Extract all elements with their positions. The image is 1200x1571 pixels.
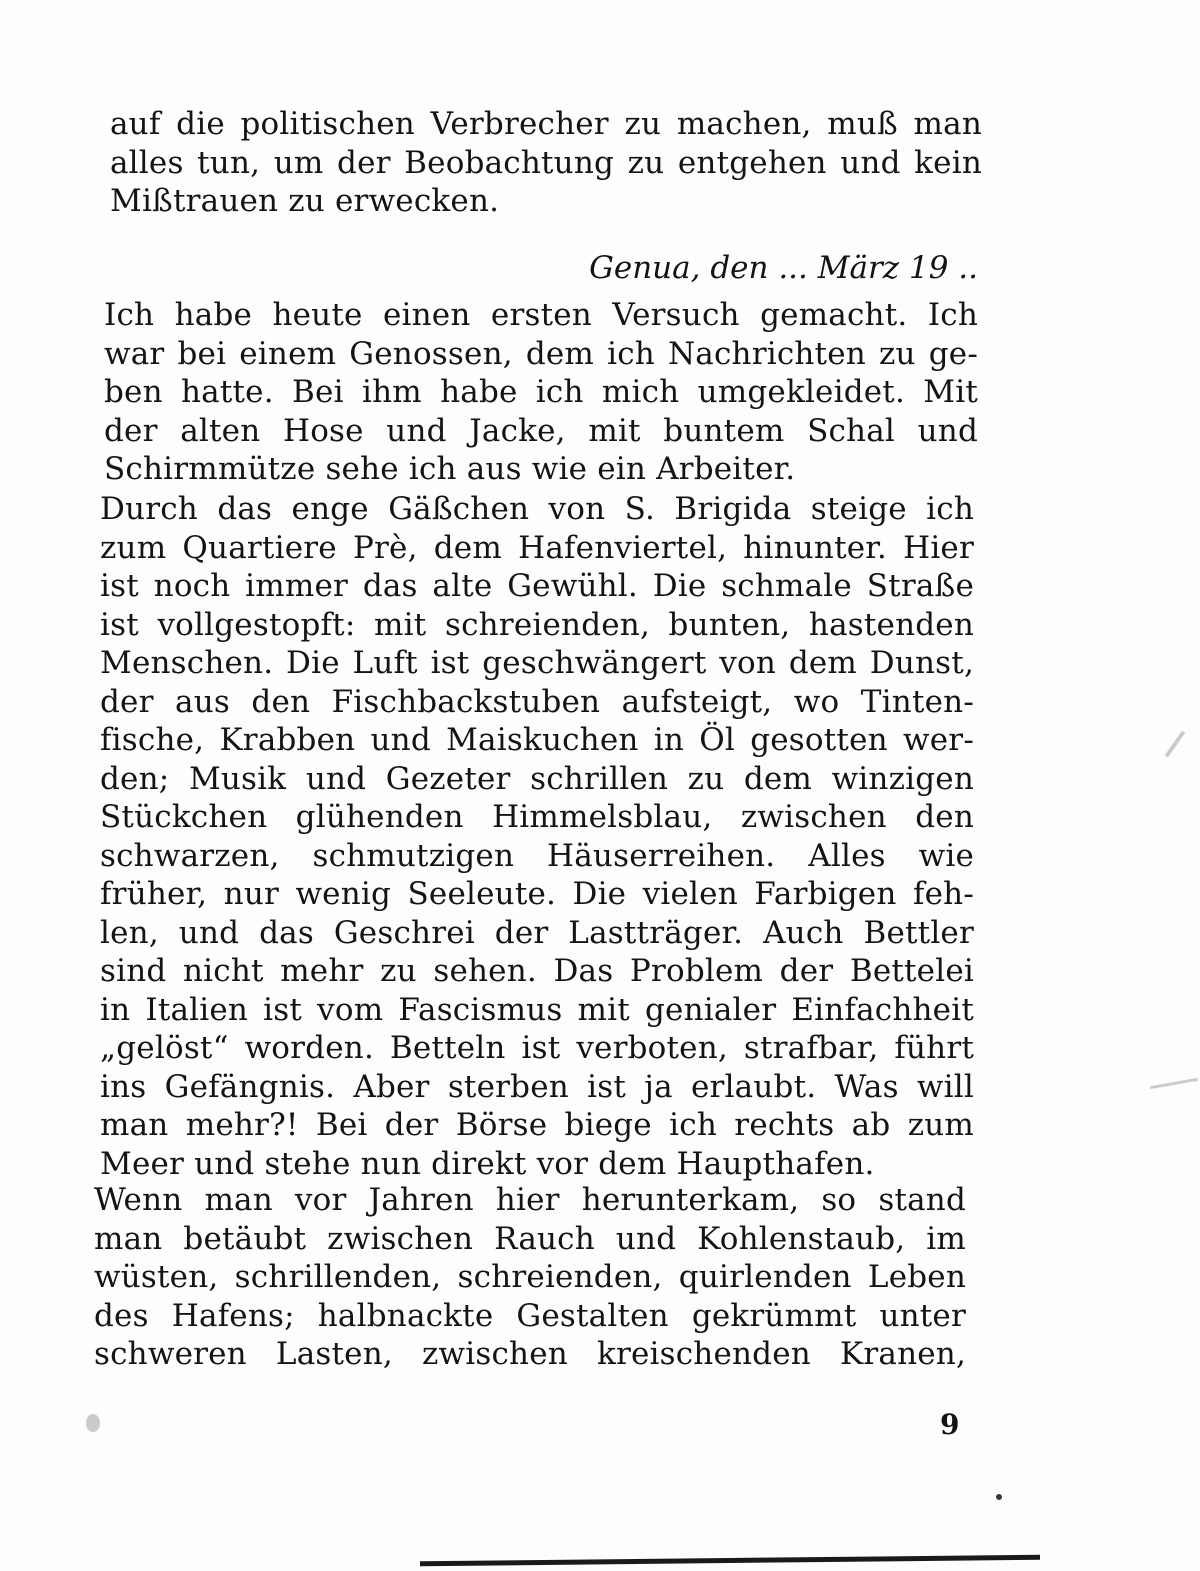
text-line: der aus den Fischbackstuben aufsteigt, wo Tinten- <box>100 683 974 720</box>
scan-smudge <box>86 1414 100 1432</box>
text-line: in Italien ist vom Fascismus mit genialer Einfachheit <box>100 991 974 1028</box>
paragraph-2 <box>104 296 978 489</box>
scan-smudge <box>996 1494 1002 1500</box>
paragraph-3 <box>100 490 974 1183</box>
text-line: Mißtrauen zu erwecken. <box>110 183 500 219</box>
text-line: schweren Lasten, zwischen kreischenden Kranen, <box>94 1336 966 1372</box>
text-line: ist noch immer das alte Gewühl. Die schmale Straße <box>100 568 974 604</box>
text-line: Meer und stehe nun direkt vor dem Haupthafen. <box>100 1145 875 1182</box>
text-line: zum Quartiere Prè, dem Hafenviertel, hinunter. Hier <box>100 529 974 566</box>
text-line: alles tun, um der Beobachtung zu entgehen und kein <box>110 144 982 181</box>
text-line: der alten Hose und Jacke, mit buntem Schal und <box>104 412 978 449</box>
text-line: „gelöst“ worden. Betteln ist verboten, strafbar, führt <box>100 1030 974 1066</box>
text-line: Stückchen glühenden Himmelsblau, zwischen den <box>100 799 974 835</box>
text-line: Ich habe heute einen ersten Versuch gemacht. Ich <box>104 297 978 333</box>
text-line: früher, nur wenig Seeleute. Die vielen Farbigen feh- <box>100 876 974 912</box>
text-line: ben hatte. Bei ihm habe ich mich umgekleidet. Mit <box>104 374 978 410</box>
text-line: ins Gefängnis. Aber sterben ist ja erlaubt. Was will <box>100 1068 974 1105</box>
text-line: sind nicht mehr zu sehen. Das Problem der Bettelei <box>100 953 974 989</box>
text-line: Schirmmütze sehe ich aus wie ein Arbeiter. <box>104 451 796 487</box>
scan-smudge <box>1165 731 1185 758</box>
text-line: Durch das enge Gäßchen von S. Brigida steige ich <box>100 491 974 527</box>
text-line: den; Musik und Gezeter schrillen zu dem winzigen <box>100 760 974 797</box>
text-line: Wenn man vor Jahren hier herunterkam, so stand <box>94 1182 966 1218</box>
page-number: 9 <box>940 1408 960 1441</box>
dateline-text: Genua, den ... März 19 .. <box>589 250 978 286</box>
text-line: Menschen. Die Luft ist geschwängert von dem Dunst, <box>100 645 974 681</box>
text-line: war bei einem Genossen, dem ich Nachrichten zu ge- <box>104 335 978 372</box>
text-line: des Hafens; halbnackte Gestalten gekrümmt unter <box>94 1297 966 1334</box>
bottom-rule <box>420 1555 1040 1566</box>
paragraph-1 <box>110 105 982 221</box>
text-line: wüsten, schrillenden, schreienden, quirlenden Leben <box>94 1259 966 1295</box>
text-line: man betäubt zwischen Rauch und Kohlenstaub, im <box>94 1220 966 1257</box>
text-line: ist vollgestopft: mit schreienden, bunten, hastenden <box>100 606 974 643</box>
text-line: len, und das Geschrei der Lastträger. Auch Bettler <box>100 914 974 951</box>
text-line: schwarzen, schmutzigen Häuserreihen. Alles wie <box>100 837 974 874</box>
text-line: auf die politischen Verbrecher zu machen, muß man <box>110 106 982 142</box>
scan-smudge <box>1150 1078 1198 1089</box>
text-line: fische, Krabben und Maiskuchen in Öl gesotten wer- <box>100 722 974 758</box>
text-line: man mehr?! Bei der Börse biege ich rechts ab zum <box>100 1107 974 1143</box>
paragraph-4 <box>94 1181 966 1374</box>
